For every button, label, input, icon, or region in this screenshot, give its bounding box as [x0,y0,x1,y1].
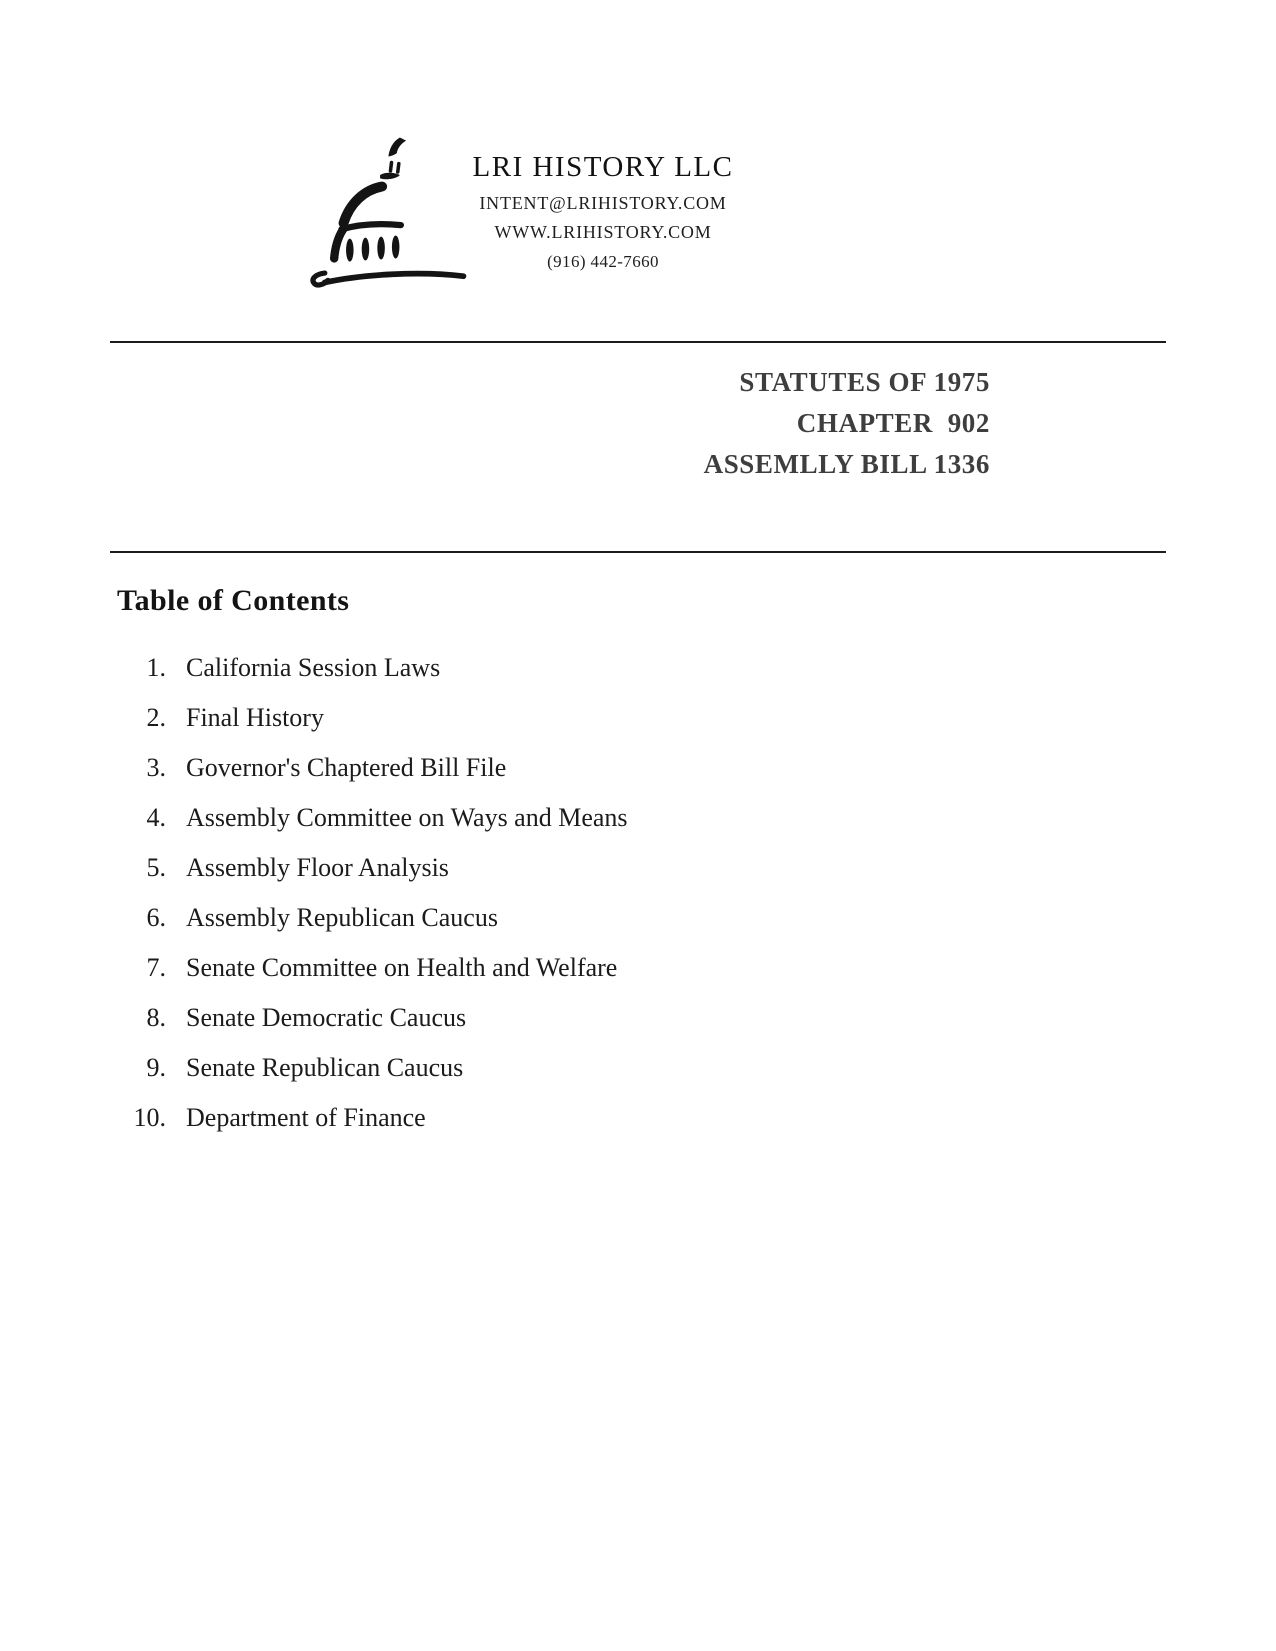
toc-item [118,943,628,993]
toc-item-label: Final History [186,703,324,732]
company-website: WWW.LRIHISTORY.COM [494,222,712,242]
toc-item-label: Assembly Floor Analysis [186,853,449,882]
toc-item-label: Governor's Chaptered Bill File [186,753,507,782]
toc-item [118,643,628,693]
toc-item-number: 1. [146,653,166,682]
toc-item-label: Senate Democratic Caucus [186,1003,467,1032]
toc-item-number: 9. [146,1053,166,1082]
toc-item-number: 5. [146,853,166,882]
horizontal-rule-bottom [110,551,1166,553]
toc-item [118,693,628,743]
toc-item [118,843,628,893]
title-bill: ASSEMLLY BILL 1336 [703,449,990,479]
toc-item-label: Senate Committee on Health and Welfare [186,953,618,982]
title-chapter: CHAPTER 902 [796,408,990,438]
toc-item-label: Assembly Committee on Ways and Means [186,803,628,832]
company-phone: (916) 442-7660 [547,252,659,271]
title-statutes: STATUTES OF 1975 [739,367,990,397]
toc-heading: Table of Contents [117,584,350,617]
toc-list [118,643,628,1143]
toc-item-number: 4. [146,803,166,832]
toc-item [118,993,628,1043]
toc-item-number: 8. [146,1003,166,1032]
toc-item [118,793,628,843]
document-title-block [704,362,990,485]
toc-item-label: Assembly Republican Caucus [186,903,498,932]
toc-item-label: Department of Finance [186,1103,426,1132]
toc-item-number: 6. [146,903,166,932]
company-name: LRI HISTORY LLC [472,151,734,183]
toc-item-number: 10. [133,1103,166,1132]
company-email: INTENT@LRIHISTORY.COM [479,193,727,213]
toc-item [118,1043,628,1093]
letterhead [428,148,778,273]
toc-item [118,1093,628,1143]
toc-item-label: California Session Laws [186,653,441,682]
toc-item-number: 2. [146,703,166,732]
toc-item-number: 3. [146,753,166,782]
horizontal-rule-top [110,341,1166,343]
toc-item [118,743,628,793]
toc-item [118,893,628,943]
toc-item-label: Senate Republican Caucus [186,1053,464,1082]
toc-item-number: 7. [146,953,166,982]
